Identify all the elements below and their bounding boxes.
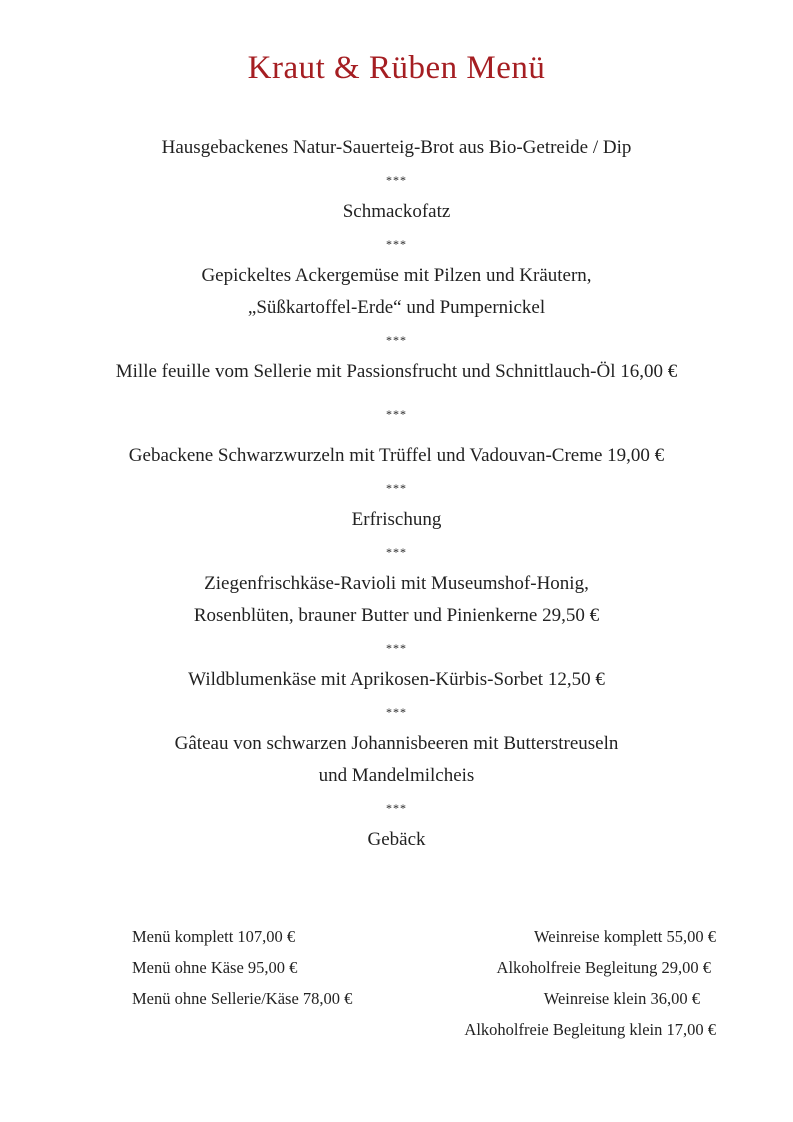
- price-nonalcoholic-pairing: Alkoholfreie Begleitung 29,00 €: [496, 958, 711, 977]
- course-ravioli-line-1: Ziegenfrischkäse-Ravioli mit Museumshof-Honig,: [204, 573, 589, 594]
- course-gateau-line-1: Gâteau von schwarzen Johannisbeeren mit Butterstreuseln: [174, 733, 619, 754]
- course-celery: Mille feuille vom Sellerie mit Passionsfrucht und Schnittlauch-Öl 16,00 €: [115, 361, 678, 382]
- course-pastry: Gebäck: [367, 829, 426, 850]
- price-menu-without-celery-cheese: Menü ohne Sellerie/Käse 78,00 €: [132, 989, 353, 1008]
- course-separator: ***: [386, 801, 407, 815]
- price-menu-complete: Menü komplett 107,00 €: [132, 927, 296, 946]
- course-separator: ***: [386, 545, 407, 559]
- course-bread: Hausgebackenes Natur-Sauerteig-Brot aus Bio-Getreide / Dip: [161, 137, 632, 158]
- course-separator: ***: [386, 481, 407, 495]
- course-ravioli-line-2: Rosenblüten, brauner Butter und Pinienkerne 29,50 €: [193, 605, 600, 626]
- course-separator: ***: [386, 237, 407, 251]
- course-separator: ***: [386, 173, 407, 187]
- price-wine-small: Weinreise klein 36,00 €: [543, 989, 700, 1008]
- course-cheese: Wildblumenkäse mit Aprikosen-Kürbis-Sorbet 12,50 €: [188, 669, 605, 690]
- course-separator: ***: [386, 641, 407, 655]
- menu-title: Kraut & Rüben Menü: [247, 50, 546, 86]
- price-menu-without-cheese: Menü ohne Käse 95,00 €: [132, 958, 298, 977]
- course-list: [0, 132, 793, 856]
- course-separator: ***: [386, 705, 407, 719]
- course-separator: ***: [386, 407, 407, 421]
- course-gateau-line-2: und Mandelmilcheis: [318, 765, 475, 786]
- course-refreshment: Erfrischung: [351, 509, 442, 530]
- course-amuse: Schmackofatz: [342, 201, 451, 222]
- price-wine-complete: Weinreise komplett 55,00 €: [534, 927, 716, 946]
- course-salsify: Gebackene Schwarzwurzeln mit Trüffel und Vadouvan-Creme 19,00 €: [128, 445, 665, 466]
- course-pickled-vegetables-line-1: Gepickeltes Ackergemüse mit Pilzen und Kräutern,: [201, 265, 592, 286]
- price-nonalcoholic-pairing-small: Alkoholfreie Begleitung klein 17,00 €: [464, 1020, 716, 1039]
- course-separator: ***: [386, 333, 407, 347]
- course-pickled-vegetables-line-2: „Süßkartoffel-Erde“ und Pumpernickel: [247, 297, 546, 318]
